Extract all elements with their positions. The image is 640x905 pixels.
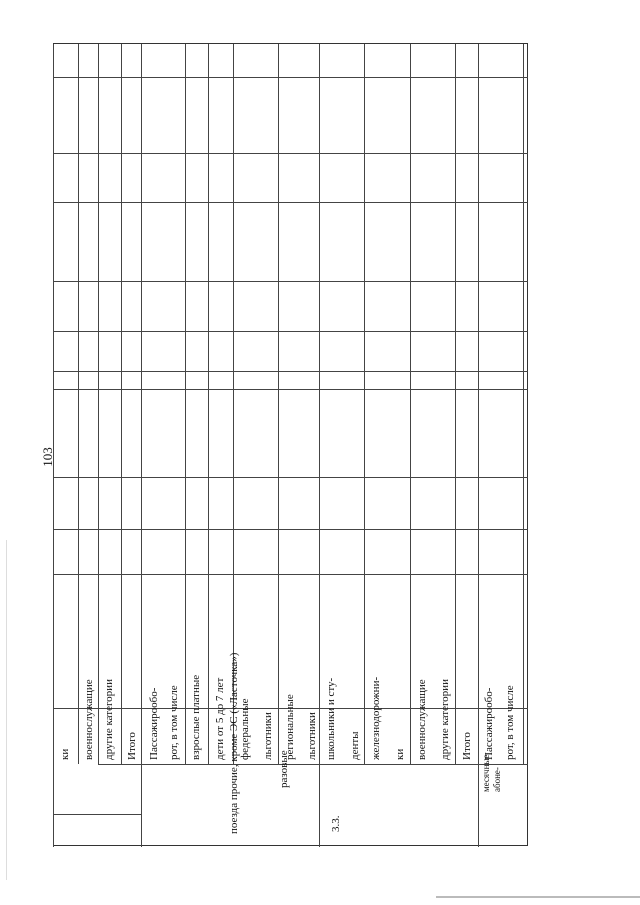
table-col-line [319,44,320,847]
scan-edge-bottom [436,896,640,898]
table-col-line [523,44,524,764]
section-title: поезда прочие, кроме ЭС («Ласточка») [228,652,240,834]
row-label: Пассажирообо- [483,687,495,760]
group-header-monthly: абоне- [492,767,502,792]
table-col-line [410,44,411,764]
row-label: Пассажирообо- [148,687,160,760]
row-label: денты [349,731,361,760]
table-col-line [121,44,122,764]
table-row-line [53,371,528,372]
row-label: военнослужащие [83,679,95,760]
table-row-line [98,764,528,765]
section-number: 3.3. [330,815,342,832]
row-label: ки [59,748,71,760]
table-row-line [53,574,528,575]
row-label: взрослые платные [190,674,202,760]
row-label: школьники и сту- [325,677,337,760]
table-col-line [364,44,365,764]
row-label: рот, в том числе [168,685,180,760]
table-col-line [278,44,279,764]
page-number: 103 [39,447,55,467]
row-label: федеральные [239,698,251,760]
table-row-line [53,529,528,530]
table-col-line [185,44,186,764]
table-row-line [53,153,528,154]
row-label: Итого [126,732,138,760]
data-table [53,43,528,846]
table-col-line [53,44,54,847]
row-label: железнодорожни- [370,676,382,760]
table-row-line [53,77,528,78]
row-label: ки [394,748,406,760]
table-row-line [53,281,528,282]
row-label: дети от 5 до 7 лет [214,677,226,760]
row-label: другие категории [439,679,451,760]
table-col-line [208,44,209,764]
row-label: рот, в том числе [504,685,516,760]
table-row-line [53,331,528,332]
row-label: льготники [262,712,274,760]
row-label: военнослужащие [416,679,428,760]
row-label: льготники [306,712,318,760]
table-col-line [78,44,79,764]
row-label: другие категории [103,679,115,760]
scan-edge-left [6,540,7,880]
table-col-line [455,44,456,764]
table-col-line [478,44,479,847]
row-label: Итого [461,732,473,760]
table-col-line [141,44,142,847]
table-row-line [53,814,141,815]
table-row-line [53,389,528,390]
row-label: региональные [284,694,296,760]
table-row-line [53,202,528,203]
table-row-line [53,477,528,478]
group-header-monthly: месячные [481,754,491,792]
table-col-line [98,44,99,764]
group-header-single: разовые [278,750,290,788]
